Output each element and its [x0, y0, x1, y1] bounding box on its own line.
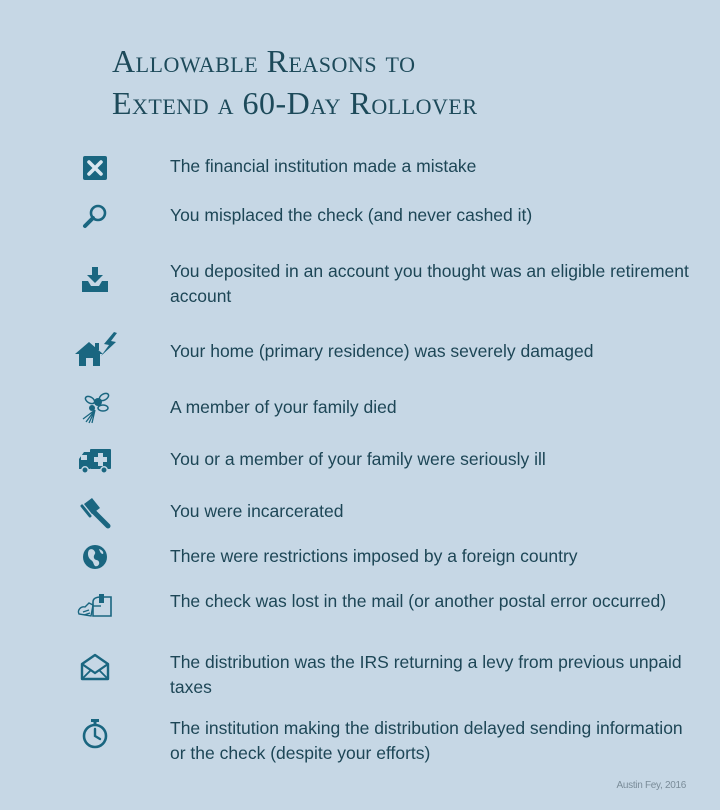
reason-text: The institution making the distribution delayed sending information or the check (despite your efforts) — [170, 718, 683, 763]
title-line-1: Allowable Reasons to — [112, 43, 416, 79]
gavel-icon — [70, 495, 120, 531]
deposit-tray-icon — [70, 263, 120, 297]
reason-text: There were restrictions imposed by a foreign country — [170, 546, 578, 566]
reason-text: The check was lost in the mail (or another postal error occurred) — [170, 591, 667, 611]
magnifier-icon — [70, 200, 120, 232]
reason-text: You or a member of your family were seriously ill — [170, 449, 546, 469]
open-envelope-icon — [70, 650, 120, 684]
credit-text: Austin Fey, 2016 — [616, 780, 686, 791]
house-lightning-icon — [70, 330, 120, 372]
flower-bouquet-icon — [70, 388, 120, 428]
reason-text: Your home (primary residence) was severely damaged — [170, 341, 594, 361]
x-box-icon — [70, 154, 120, 182]
mailbox-icon — [70, 589, 120, 625]
reason-text: You misplaced the check (and never cashed it) — [170, 205, 533, 225]
ambulance-icon — [70, 444, 120, 478]
reason-text: You were incarcerated — [170, 501, 344, 521]
page-title — [112, 40, 478, 124]
reason-text: A member of your family died — [170, 397, 397, 417]
stopwatch-icon — [70, 716, 120, 752]
reason-text: The distribution was the IRS returning a levy from previous unpaid taxes — [170, 652, 682, 697]
reason-text: You deposited in an account you thought was an eligible retirement account — [170, 261, 689, 306]
title-line-2: Extend a 60-Day Rollover — [112, 85, 478, 121]
reason-text: The financial institution made a mistake — [170, 156, 477, 176]
globe-icon — [70, 541, 120, 573]
